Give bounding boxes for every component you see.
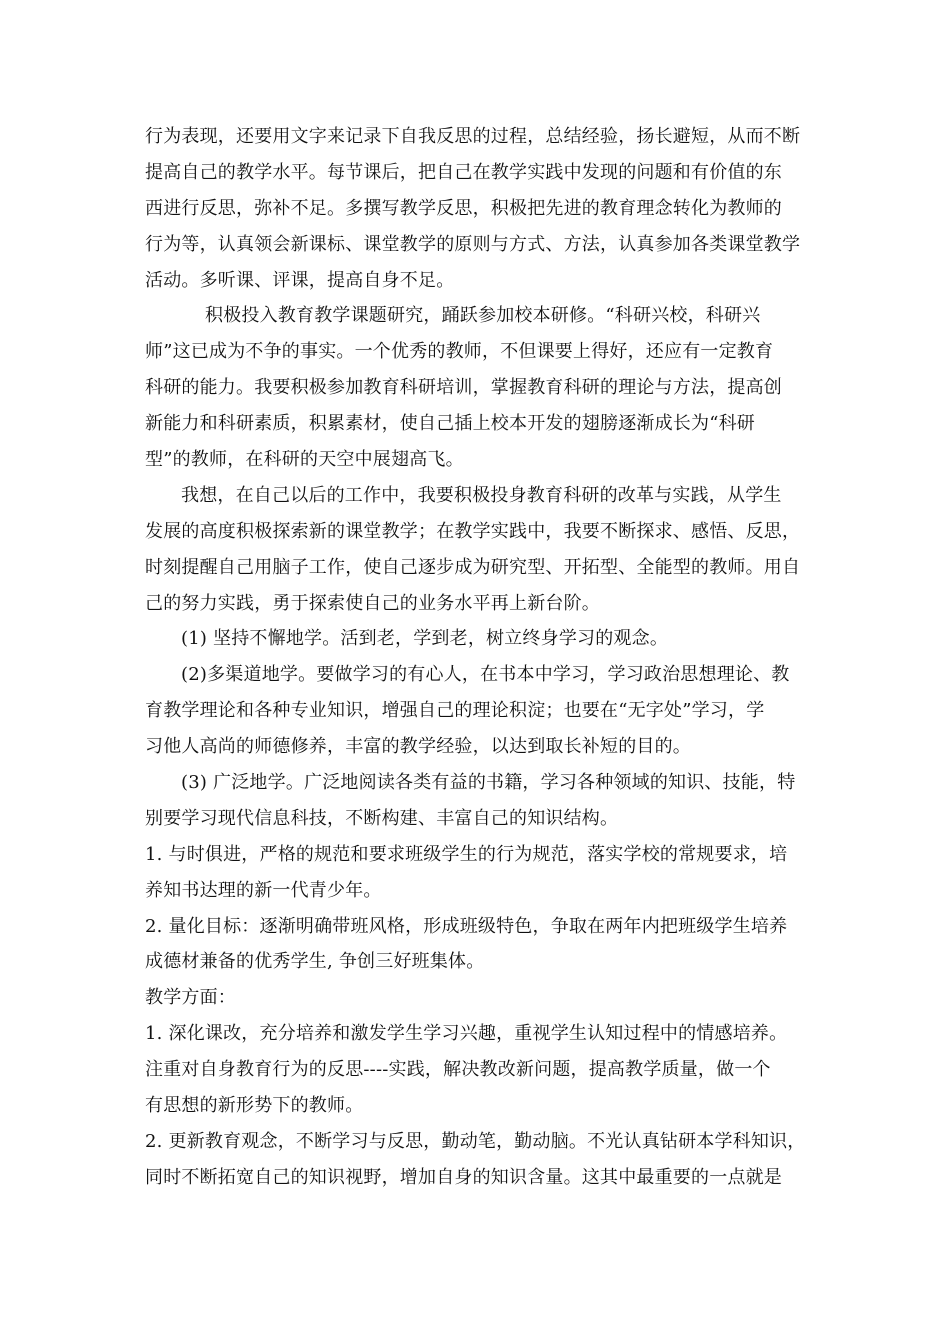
text-line: 时刻提醒自己用脑子工作，使自己逐步成为研究型、开拓型、全能型的教师。用自 [145,556,801,578]
text-line: 提高自己的教学水平。每节课后，把自己在教学实践中发现的问题和有价值的东 [145,161,782,183]
text-line: 新能力和科研素质，积累素材，使自己插上校本开发的翅膀逐渐成长为“科研 [145,413,755,435]
text-line: 己的努力实践，勇于探索使自己的业务水平再上新台阶。 [145,592,600,614]
text-line: 发展的高度积极探索新的课堂教学；在教学实践中，我要不断探求、感悟、反思， [145,520,801,542]
text-line: 有思想的新形势下的教师。 [145,1095,364,1117]
text-line: 师”这已成为不争的事实。一个优秀的教师，不但课要上得好，还应有一定教育 [145,341,774,363]
text-line: (3) 广泛地学。广泛地阅读各类有益的书籍，学习各种领域的知识、技能，特 [181,772,796,794]
text-line: 注重对自身教育行为的反思----实践，解决教改新问题，提高教学质量，做一个 [145,1059,771,1081]
text-line: 教学方面： [145,987,236,1009]
text-line: 2. 更新教育观念，不断学习与反思，勤动笔，勤动脑。不光认真钻研本学科知识， [145,1130,806,1152]
text-line: 1. 与时俱进，严格的规范和要求班级学生的行为规范，落实学校的常规要求，培 [145,843,788,865]
text-line: 别要学习现代信息科技，不断构建、丰富自己的知识结构。 [145,807,619,829]
text-line: 同时不断拓宽自己的知识视野，增加自身的知识含量。这其中最重要的一点就是 [145,1166,782,1188]
text-line: 活动。多听课、评课，提高自身不足。 [145,269,455,291]
text-line: 积极投入教育教学课题研究，踊跃参加校本研修。“科研兴校，科研兴 [205,305,761,327]
text-line: 行为表现，还要用文字来记录下自我反思的过程，总结经验，扬长避短，从而不断 [145,126,801,147]
text-line: 型”的教师，在科研的天空中展翅高飞。 [145,449,464,471]
text-line: 西进行反思，弥补不足。多撰写教学反思，积极把先进的教育理念转化为教师的 [145,197,782,219]
text-line: 习他人高尚的师德修养，丰富的教学经验，以达到取长补短的目的。 [145,736,691,758]
text-line: 我想，在自己以后的工作中，我要积极投身教育科研的改革与实践，从学生 [181,484,782,506]
text-line: 行为等，认真领会新课标、课堂教学的原则与方式、方法，认真参加各类课堂教学 [145,233,801,255]
text-line: (1) 坚持不懈地学。活到老，学到老，树立终身学习的观念。 [181,628,669,650]
text-line: 成德材兼备的优秀学生, 争创三好班集体。 [145,951,485,973]
text-line: 2. 量化目标：逐渐明确带班风格，形成班级特色，争取在两年内把班级学生培养 [145,915,788,937]
text-line: 养知书达理的新一代青少年。 [145,879,382,901]
text-line: 1. 深化课改，充分培养和激发学生学习兴趣，重视学生认知过程中的情感培养。 [145,1023,788,1045]
text-line: (2)多渠道地学。要做学习的有心人，在书本中学习，学习政治思想理论、教 [181,664,790,686]
document-body [145,119,807,1196]
text-line: 科研的能力。我要积极参加教育科研培训，掌握教育科研的理论与方法，提高创 [145,377,782,399]
text-line: 育教学理论和各种专业知识，增强自己的理论积淀；也要在“无字处”学习，学 [145,700,765,722]
